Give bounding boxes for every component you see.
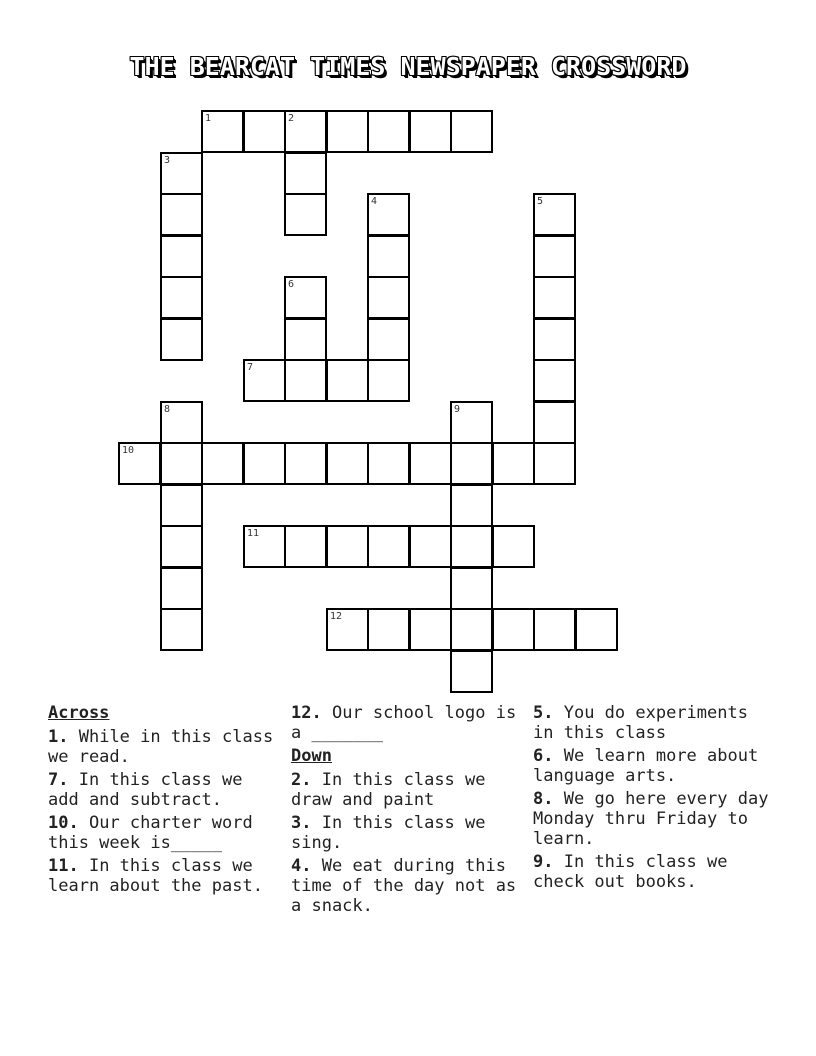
cell-number: 10 <box>122 445 135 456</box>
grid-cell[interactable] <box>284 525 327 568</box>
grid-cell[interactable] <box>201 442 244 485</box>
grid-cell[interactable] <box>243 442 286 485</box>
grid-cell[interactable] <box>160 235 203 278</box>
grid-cell[interactable] <box>450 608 493 651</box>
grid-cell[interactable] <box>160 525 203 568</box>
grid-cell[interactable] <box>367 276 410 319</box>
grid-cell[interactable] <box>533 193 576 236</box>
grid-cell[interactable] <box>367 359 410 402</box>
grid-cell[interactable] <box>160 608 203 651</box>
down-heading: Down <box>291 746 332 766</box>
grid-cell[interactable] <box>326 525 369 568</box>
grid-cell[interactable] <box>450 650 493 693</box>
grid-cell[interactable] <box>450 442 493 485</box>
clue-down-3: 3. In this class we sing. <box>291 813 486 853</box>
grid-cell[interactable] <box>492 525 535 568</box>
grid-cell[interactable] <box>533 442 576 485</box>
grid-cell[interactable] <box>533 235 576 278</box>
grid-cell[interactable] <box>367 442 410 485</box>
grid-cell[interactable] <box>284 359 327 402</box>
grid-cell[interactable] <box>575 608 618 651</box>
cell-number: 9 <box>454 404 461 415</box>
clue-column-1 <box>48 703 278 899</box>
clue-down-4: 4. We eat during this time of the day not as a snack. <box>291 856 517 916</box>
grid-cell[interactable] <box>492 442 535 485</box>
cell-number: 11 <box>247 528 260 539</box>
clue-down-9: 9. In this class we check out books. <box>533 852 728 892</box>
cell-number: 8 <box>164 404 171 415</box>
clue-column-3 <box>533 703 773 895</box>
grid-cell[interactable] <box>533 401 576 444</box>
clue-down-2: 2. In this class we draw and paint <box>291 770 486 810</box>
grid-cell[interactable] <box>160 152 203 195</box>
grid-cell[interactable] <box>492 608 535 651</box>
grid-cell[interactable] <box>160 318 203 361</box>
grid-cell[interactable] <box>450 567 493 610</box>
grid-cell[interactable] <box>160 484 203 527</box>
grid-cell[interactable] <box>201 110 244 153</box>
grid-cell[interactable] <box>367 525 410 568</box>
grid-cell[interactable] <box>284 318 327 361</box>
cell-number: 12 <box>330 611 343 622</box>
grid-cell[interactable] <box>367 318 410 361</box>
clue-across-7: 7. In this class we add and subtract. <box>48 770 243 810</box>
clue-across-1: 1. While in this class we read. <box>48 727 274 767</box>
grid-cell[interactable] <box>450 110 493 153</box>
grid-cell[interactable] <box>160 567 203 610</box>
grid-cell[interactable] <box>367 193 410 236</box>
grid-cell[interactable] <box>326 608 369 651</box>
across-heading: Across <box>48 703 110 723</box>
grid-cell[interactable] <box>367 110 410 153</box>
grid-cell[interactable] <box>160 193 203 236</box>
grid-cell[interactable] <box>284 276 327 319</box>
grid-cell[interactable] <box>533 608 576 651</box>
grid-cell[interactable] <box>160 442 203 485</box>
grid-cell[interactable] <box>326 442 369 485</box>
grid-cell[interactable] <box>243 359 286 402</box>
grid-cell[interactable] <box>450 484 493 527</box>
grid-cell[interactable] <box>118 442 161 485</box>
grid-cell[interactable] <box>409 110 452 153</box>
grid-cell[interactable] <box>450 525 493 568</box>
clue-across-11: 11. In this class we learn about the past. <box>48 856 263 896</box>
cell-number: 5 <box>537 196 544 207</box>
cell-number: 3 <box>164 155 171 166</box>
clue-across-12: 12. Our school logo is a _______ <box>291 703 517 743</box>
grid-cell[interactable] <box>450 401 493 444</box>
clue-across-10: 10. Our charter word this week is_____ <box>48 813 253 853</box>
cell-number: 4 <box>371 196 378 207</box>
grid-cell[interactable] <box>533 359 576 402</box>
grid-cell[interactable] <box>160 401 203 444</box>
cell-number: 6 <box>288 279 295 290</box>
grid-cell[interactable] <box>367 235 410 278</box>
grid-cell[interactable] <box>533 318 576 361</box>
cell-number: 2 <box>288 113 295 124</box>
grid-cell[interactable] <box>284 442 327 485</box>
clue-column-2 <box>291 703 527 919</box>
grid-cell[interactable] <box>326 359 369 402</box>
grid-cell[interactable] <box>243 110 286 153</box>
cell-number: 1 <box>205 113 212 124</box>
page-title: THE BEARCAT TIMES NEWSPAPER CROSSWORD <box>129 52 687 81</box>
grid-cell[interactable] <box>409 442 452 485</box>
grid-cell[interactable] <box>367 608 410 651</box>
grid-cell[interactable] <box>409 608 452 651</box>
grid-cell[interactable] <box>284 110 327 153</box>
clue-down-6: 6. We learn more about language arts. <box>533 746 759 786</box>
grid-cell[interactable] <box>243 525 286 568</box>
grid-cell[interactable] <box>409 525 452 568</box>
cell-number: 7 <box>247 362 254 373</box>
clue-down-5: 5. You do experiments in this class <box>533 703 748 743</box>
grid-cell[interactable] <box>284 152 327 195</box>
grid-cell[interactable] <box>284 193 327 236</box>
grid-cell[interactable] <box>326 110 369 153</box>
grid-cell[interactable] <box>160 276 203 319</box>
clue-down-8: 8. We go here every day Monday thru Friday to learn. <box>533 789 769 849</box>
grid-cell[interactable] <box>533 276 576 319</box>
